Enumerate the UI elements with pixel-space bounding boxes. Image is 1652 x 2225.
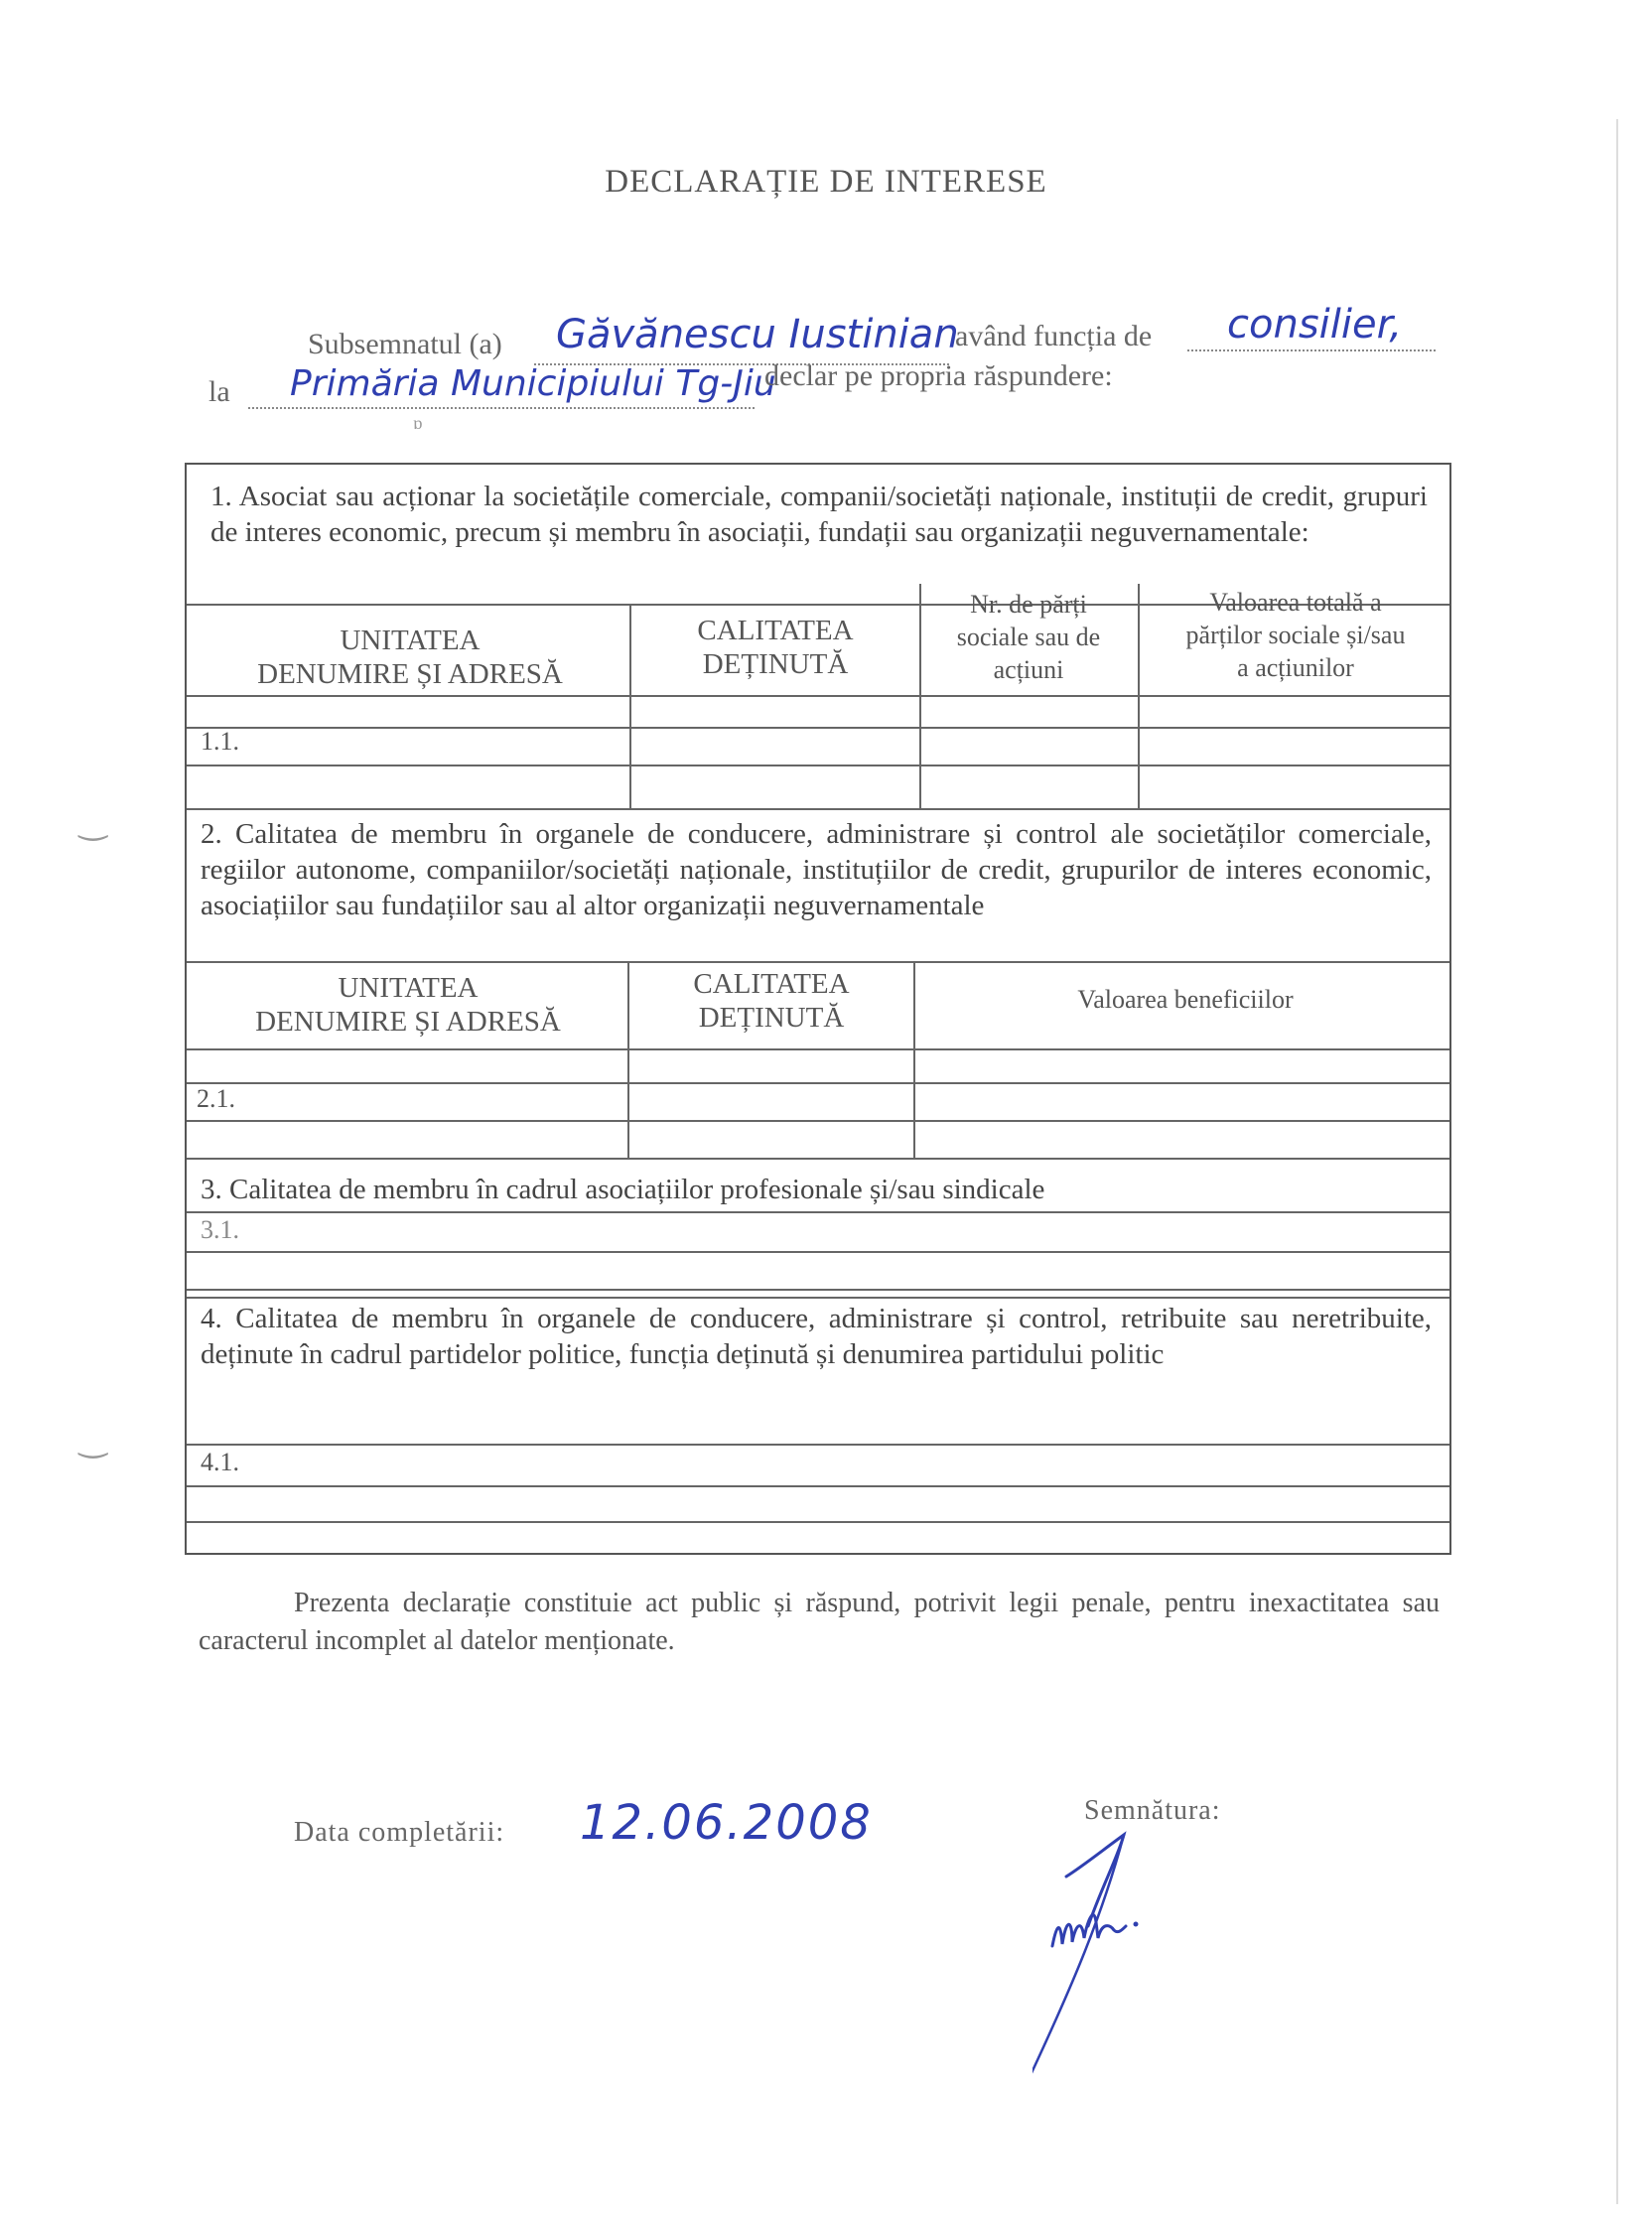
- section-1-text: 1. Asociat sau acționar la societățile comerciale, companii/societăți naționale, instituții de credit, grupuri de interes economic, precum și membru în asociații, fundații sau organizații neguvernamentale:: [210, 481, 1428, 548]
- scan-edge: [1616, 119, 1618, 2204]
- s1-col-nr-parti: Nr. de părți sociale sau de acțiuni: [956, 590, 1101, 684]
- s2-col-valoarea-beneficiilor: Valoarea beneficiilor: [1077, 985, 1294, 1014]
- section-2-text: 2. Calitatea de membru în organele de conducere, administrare și control ale societăților comerciale, regiilor autonome, companiilor/societăți naționale, instituțiilor de credit, grupurilor de interes economic, asociațiilor sau fundațiilor sau al altor organizații neguvernamentale: [201, 818, 1432, 921]
- s1-col-valoarea: Valoarea totală a părților sociale și/sau a acțiunilor: [1185, 588, 1406, 682]
- s3-row-1-label: 3.1.: [201, 1215, 239, 1244]
- s2-col-unitatea: UNITATEA DENUMIRE ȘI ADRESĂ: [255, 972, 561, 1038]
- s2-col-calitatea: CALITATEA DEȚINUTĂ: [693, 968, 850, 1034]
- section-4-text: 4. Calitatea de membru în organele de conducere, administrare și control, retribuite sau neretribuite, deținute în cadrul partidelor politice, funcția deținută și denumirea partidului politic: [201, 1303, 1432, 1370]
- functia-value: consilier,: [1227, 302, 1403, 348]
- s1-col-unitatea: UNITATEA DENUMIRE ȘI ADRESĂ: [257, 625, 563, 690]
- declarant-name: Găvănescu Iustinian: [556, 312, 959, 357]
- date-label: Data completării:: [294, 1817, 505, 1848]
- document-title: DECLARAȚIE DE INTERESE: [605, 164, 1047, 200]
- institution-underline: [248, 407, 755, 409]
- declar-label: declar pe propria răspundere:: [764, 359, 1113, 392]
- la-label: la: [208, 375, 230, 408]
- declaration-form: [185, 463, 1451, 1555]
- functia-label: având funcția de: [955, 320, 1153, 352]
- s2-row-1-label: 2.1.: [197, 1084, 235, 1113]
- signature-label: Semnătura:: [1084, 1795, 1221, 1826]
- handwritten-signature: [1032, 1827, 1231, 2085]
- s1-col-calitatea: CALITATEA DEȚINUTĂ: [697, 615, 854, 680]
- subsemnatul-label: Subsemnatul (a): [308, 328, 502, 360]
- punch-mark-top: ‿: [79, 804, 107, 841]
- s4-row-1-label: 4.1.: [201, 1448, 239, 1476]
- date-value: 12.06.2008: [580, 1795, 873, 1851]
- s1-row-1-label: 1.1.: [201, 727, 239, 756]
- closing-statement: Prezenta declarație constituie act public și răspund, potrivit legii penale, pentru inexactitatea sau caracterul incomplet al datelor menționate.: [199, 1588, 1440, 1656]
- institution-value: Primăria Municipiului Tg-Jiu: [290, 363, 776, 404]
- punch-mark-bottom: ‿: [79, 1422, 107, 1459]
- stray-mark: ɒ: [413, 413, 423, 433]
- functia-underline: [1187, 349, 1436, 351]
- section-3-text: 3. Calitatea de membru în cadrul asociațiilor profesionale și/sau sindicale: [201, 1174, 1045, 1205]
